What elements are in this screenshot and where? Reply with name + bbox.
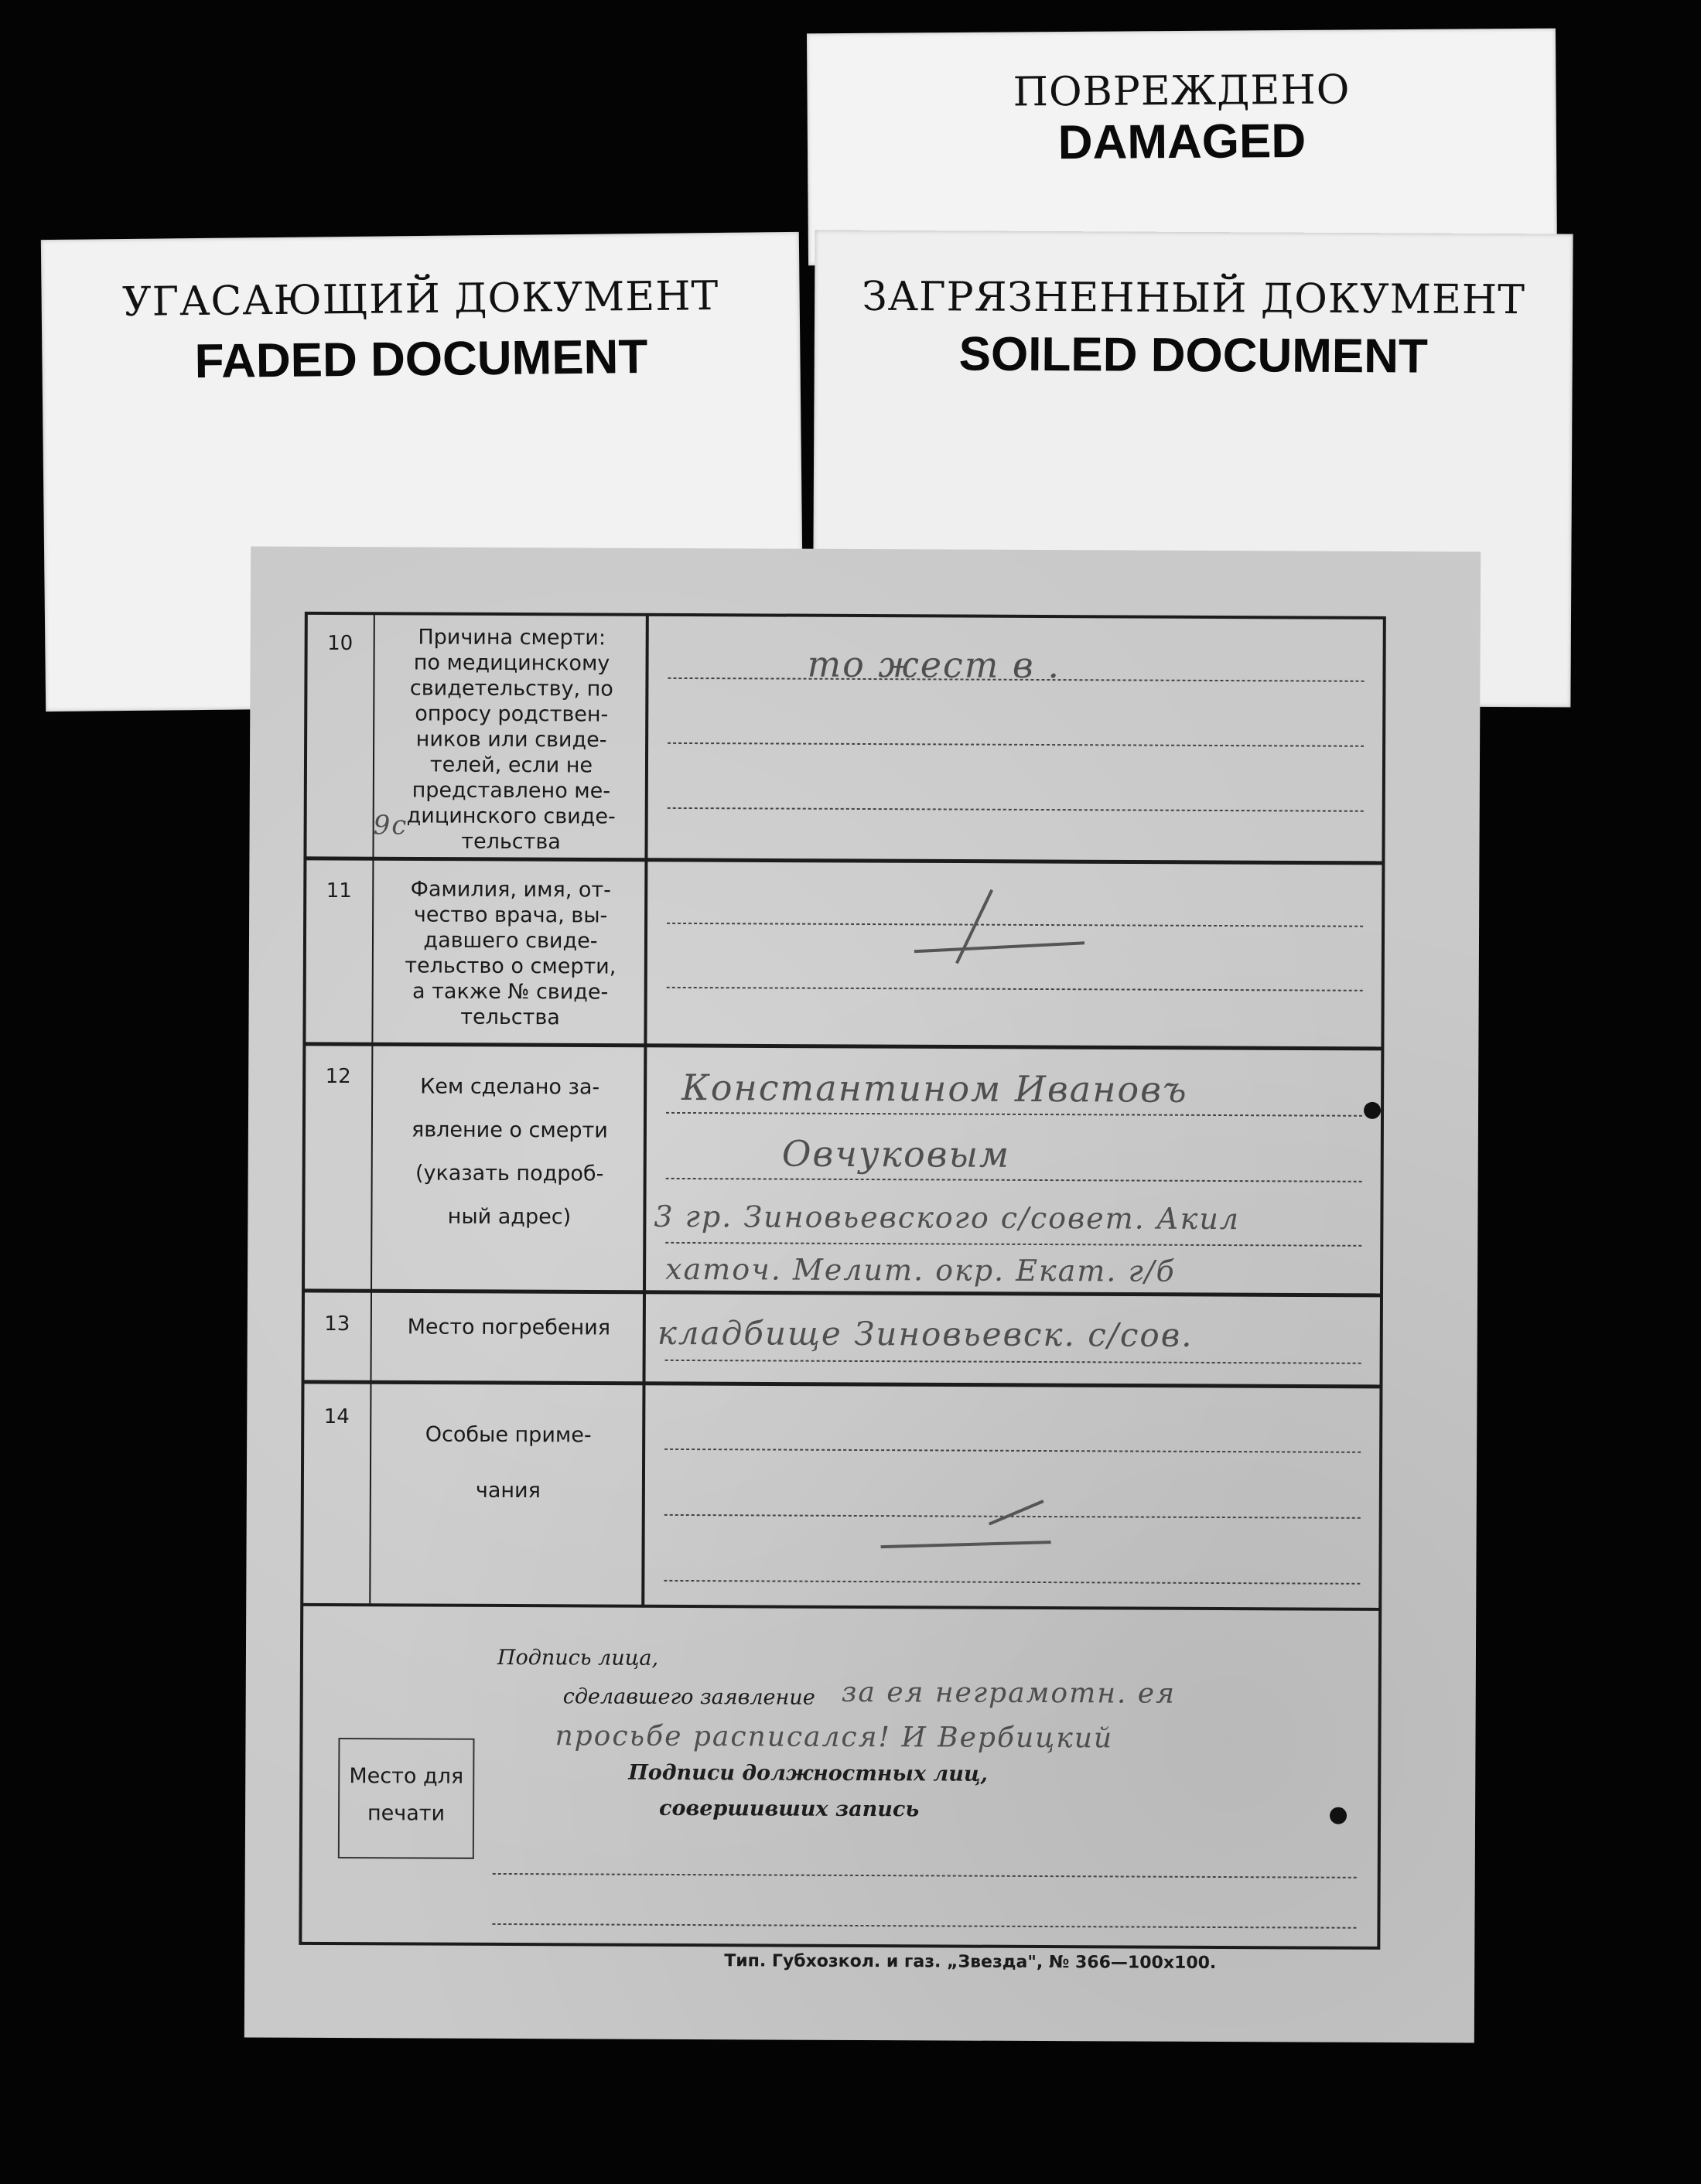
row-11-label-line: чество врача, вы- bbox=[413, 903, 608, 928]
margin-mark: 9с bbox=[373, 810, 408, 841]
row-12-label-line: Кем сделано за- bbox=[420, 1074, 600, 1100]
row-10-label-line: дицинского свиде- bbox=[406, 804, 616, 829]
row-12-label-line: явление о смерти bbox=[411, 1118, 608, 1143]
damaged-en-text: DAMAGED bbox=[1057, 114, 1306, 170]
row-10-label-line: по медицинскому bbox=[413, 650, 610, 676]
row-10-label-line: свидетельству, по bbox=[409, 676, 613, 701]
row-number-10: 10 bbox=[327, 631, 354, 656]
signature-handwriting-2: просьбе расписался! И Вербицкий bbox=[555, 1720, 1114, 1755]
row-number-12: 12 bbox=[325, 1064, 351, 1089]
signature-caption-line1: Подпись лица, bbox=[497, 1645, 659, 1670]
row-13-handwriting: кладбище Зиновьевск. с/сов. bbox=[657, 1313, 1194, 1354]
signature-handwriting-1: за ея неграмотн. ея bbox=[841, 1676, 1177, 1710]
printer-footer: Тип. Губхозкол. и газ. „Звезда", № 366—100х100. bbox=[724, 1951, 1217, 1974]
row-number-11: 11 bbox=[326, 879, 352, 903]
row-11-label-line: Фамилия, имя, от- bbox=[410, 877, 611, 903]
row-12-label-line: ный адрес) bbox=[447, 1204, 572, 1230]
stamp-place-line2: печати bbox=[367, 1801, 446, 1826]
stamp-place-line1: Место для bbox=[349, 1764, 464, 1789]
row-12-handwriting-line: 3 гр. Зиновьевского с/совет. Акил bbox=[654, 1199, 1241, 1237]
row-14-label-line: чания bbox=[475, 1478, 541, 1503]
row-number-13: 13 bbox=[324, 1312, 350, 1336]
damaged-ru-text: ПОВРЕЖДЕНО bbox=[1013, 67, 1351, 116]
row-12-label-line: (указать подроб- bbox=[415, 1161, 604, 1186]
row-10-label-line: телей, если не bbox=[429, 752, 593, 778]
soiled-en-text: SOILED DOCUMENT bbox=[958, 327, 1429, 384]
stamp-place-box bbox=[338, 1738, 475, 1859]
death-record-sheet bbox=[244, 547, 1481, 2043]
officials-caption-line1: Подписи должностных лиц, bbox=[628, 1760, 989, 1786]
row-13-label bbox=[377, 1314, 640, 1340]
row-11-label-line: давшего свиде- bbox=[423, 928, 598, 954]
row-12-label bbox=[377, 1065, 641, 1239]
row-10-label bbox=[379, 624, 643, 855]
row-10-label-line: ников или свиде- bbox=[415, 727, 607, 752]
row-12-handwriting-line: Овчуковым bbox=[781, 1132, 1011, 1176]
officials-caption-line2: совершивших запись bbox=[659, 1796, 920, 1822]
row-12-handwriting-line: хаточ. Мелит. окр. Екат. г/б bbox=[665, 1251, 1176, 1288]
row-13-label-line: Место погребения bbox=[407, 1315, 611, 1340]
row-12-handwriting-line: Константином Ивановъ bbox=[681, 1066, 1188, 1111]
row-10-handwriting: то жест в . bbox=[807, 643, 1061, 687]
faded-ru-text: УГАСАЮЩИЙ ДОКУМЕНТ bbox=[121, 272, 719, 326]
row-10-label-line: представлено ме- bbox=[412, 778, 611, 804]
row-14-label bbox=[377, 1407, 640, 1519]
signature-caption-line2: сделавшего заявление bbox=[562, 1684, 815, 1710]
row-11-label bbox=[378, 876, 642, 1030]
row-number-14: 14 bbox=[323, 1404, 350, 1429]
row-11-label-line: а также № свиде- bbox=[412, 979, 609, 1005]
soiled-ru-text: ЗАГРЯЗНЕННЫЙ ДОКУМЕНТ bbox=[862, 273, 1526, 324]
row-14-label-line: Особые приме- bbox=[425, 1422, 592, 1448]
row-10-label-line: Причина смерти: bbox=[418, 625, 606, 650]
row-11-label-line: тельства bbox=[460, 1005, 560, 1030]
row-10-label-line: тельства bbox=[461, 829, 561, 855]
faded-en-text: FADED DOCUMENT bbox=[194, 329, 648, 389]
row-10-label-line: опросу родствен- bbox=[415, 701, 609, 727]
row-11-label-line: тельство о смерти, bbox=[405, 954, 617, 979]
